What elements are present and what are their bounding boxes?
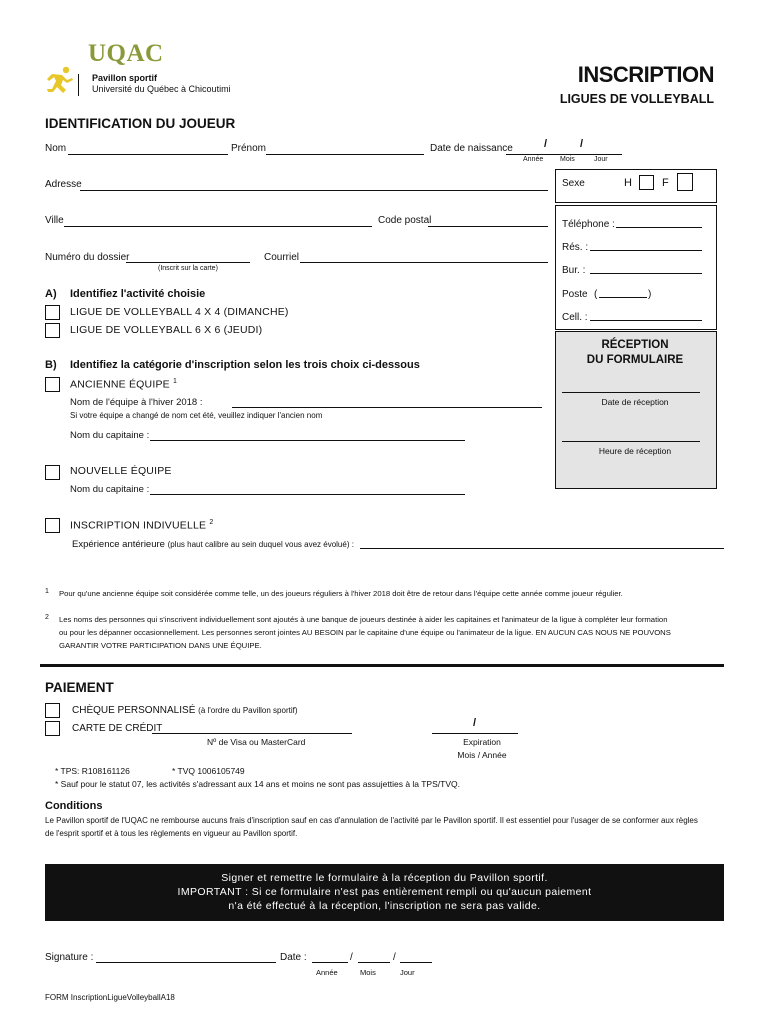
- experience-label: Expérience antérieure (plus haut calibre au sein duquel vous avez évolué) :: [72, 539, 354, 550]
- identification-heading: IDENTIFICATION DU JOUEUR: [45, 116, 236, 131]
- tvq-number: * TVQ 1006105749: [172, 766, 245, 776]
- footnote-2-number: 2: [45, 614, 49, 621]
- form-subtitle: LIGUES DE VOLLEYBALL: [559, 92, 714, 106]
- option-4x4-checkbox[interactable]: [45, 305, 60, 320]
- conditions-line2: de l'esprit sportif et à tous les règlements en vigueur au Pavillon sportif.: [45, 829, 298, 838]
- footnote-1-number: 1: [45, 588, 49, 595]
- poste-label: Poste: [562, 289, 588, 300]
- cell-field[interactable]: [590, 320, 702, 321]
- adresse-field[interactable]: [80, 190, 548, 191]
- sexe-label: Sexe: [562, 178, 585, 189]
- code-postal-label: Code postal: [378, 215, 432, 226]
- sig-mois-label: Mois: [360, 968, 376, 977]
- prenom-label: Prénom: [231, 143, 267, 154]
- date-naissance-label: Date de naissance: [430, 143, 513, 154]
- courriel-field[interactable]: [300, 262, 548, 263]
- sig-date-sep-2: /: [393, 952, 396, 963]
- nom-capitaine2-field[interactable]: [150, 494, 465, 495]
- section-a-heading: Identifiez l'activité choisie: [70, 288, 206, 300]
- visa-label: Nº de Visa ou MasterCard: [207, 737, 306, 747]
- nom-capitaine-field[interactable]: [150, 440, 465, 441]
- form-title: INSCRIPTION: [577, 62, 714, 87]
- tps-number: * TPS: R108161126: [55, 766, 130, 776]
- org-line2: Université du Québec à Chicoutimi: [92, 84, 231, 94]
- nom-label: Nom: [45, 143, 67, 154]
- mois-annee-label: Mois / Année: [457, 750, 507, 760]
- uqac-logo: [40, 38, 231, 98]
- sig-annee-label: Année: [316, 968, 338, 977]
- form-code: FORM InscriptionLigueVolleyballA18: [45, 993, 175, 1002]
- footnote-2-line3: GARANTIR VOTRE PARTICIPATION DANS UNE ÉQUIPE.: [59, 641, 262, 650]
- heure-reception-field[interactable]: [562, 441, 700, 442]
- sexe-h-checkbox[interactable]: [639, 175, 654, 190]
- footnote-2-line2: ou pour les dépanner occasionnellement. Les personnes seront jointes AU BESOIN par le capitaine d'une équipe ou l'animateur de la ligue. EN AUCUN CAS NOUS NE POUVONS: [59, 628, 671, 637]
- individuelle-sup: 2: [209, 519, 214, 526]
- signature-field[interactable]: [96, 962, 276, 963]
- ville-label: Ville: [45, 215, 64, 226]
- expiration-label: Expiration: [463, 737, 501, 747]
- date-jour-label: Jour: [594, 156, 608, 163]
- ancienne-equipe-checkbox[interactable]: [45, 377, 60, 392]
- date-mois-label: Mois: [560, 156, 575, 163]
- date-sep-1: /: [544, 138, 548, 150]
- experience-field[interactable]: [360, 548, 724, 549]
- option-6x6-checkbox[interactable]: [45, 323, 60, 338]
- ancienne-equipe-label: ANCIENNE ÉQUIPE $^1$: [70, 378, 178, 391]
- org-line1: Pavillon sportif: [92, 73, 158, 83]
- footnote-2-line1: Les noms des personnes qui s'inscrivent individuellement sont ajoutés à une banque de joueurs destinée à aider les capitaines et l'animateur de la ligue à compléter leur formation: [59, 615, 668, 624]
- courriel-label: Courriel: [264, 252, 300, 263]
- reception-title-1: RÉCEPTION: [601, 339, 669, 351]
- nom-capitaine2-label: Nom du capitaine :: [70, 484, 150, 495]
- bur-field[interactable]: [590, 273, 702, 274]
- date-reception-field[interactable]: [562, 392, 700, 393]
- tax-note: * Sauf pour le statut 07, les activités s'adressant aux 14 ans et moins ne sont pas assujetties à la TPS/TVQ.: [55, 779, 460, 789]
- reception-title-2: DU FORMULAIRE: [586, 354, 684, 366]
- option-4x4-label: LIGUE DE VOLLEYBALL 4 X 4 (DIMANCHE): [70, 306, 289, 318]
- numero-dossier-label: Numéro du dossier: [45, 252, 130, 263]
- cheque-checkbox[interactable]: [45, 703, 60, 718]
- sig-date-sep-1: /: [350, 952, 353, 963]
- telephone-label: Téléphone :: [562, 219, 615, 230]
- cheque-label: CHÈQUE PERSONNALISÉ (à l'ordre du Pavillon sportif): [72, 705, 298, 716]
- logo-divider: [78, 74, 79, 96]
- date-annee-label: Année: [523, 156, 544, 163]
- inscription-individuelle-checkbox[interactable]: [45, 518, 60, 533]
- sig-date-label: Date :: [280, 952, 307, 963]
- heure-reception-label: Heure de réception: [598, 446, 672, 456]
- cell-label: Cell. :: [562, 312, 588, 323]
- inscription-individuelle-label: INSCRIPTION INDIVUELLE $^2$: [70, 519, 214, 532]
- sexe-h-label: H: [624, 177, 632, 189]
- nom-equipe-label: Nom de l'équipe à l'hiver 2018 :: [70, 397, 203, 408]
- date-sep-2: /: [580, 138, 584, 150]
- nom-field[interactable]: [68, 154, 228, 155]
- section-a-marker: A): [45, 288, 57, 300]
- ville-field[interactable]: [64, 226, 372, 227]
- numero-dossier-field[interactable]: [126, 262, 250, 263]
- nom-capitaine-label: Nom du capitaine :: [70, 430, 150, 441]
- sig-jour-label: Jour: [400, 968, 415, 977]
- section-b-heading: Identifiez la catégorie d'inscription selon les trois choix ci-dessous: [70, 359, 420, 371]
- important-banner: [45, 864, 724, 921]
- nouvelle-equipe-label: NOUVELLE ÉQUIPE: [70, 465, 172, 477]
- section-b-marker: B): [45, 359, 57, 371]
- conditions-line1: Le Pavillon sportif de l'UQAC ne rembourse aucuns frais d'inscription sauf en cas d'annulation de l'activité par le Pavillon sportif. Il est essentiel pour l'usager de se conformer aux règles: [45, 816, 698, 825]
- banner-line1: Signer et remettre le formulaire à la réception du Pavillon sportif.: [221, 872, 548, 884]
- poste-close: ): [648, 289, 652, 300]
- nom-equipe-field[interactable]: [232, 407, 542, 408]
- expiration-sep: /: [473, 717, 477, 729]
- telephone-field[interactable]: [616, 227, 702, 228]
- sig-date-mois-field[interactable]: [358, 962, 390, 963]
- prenom-field[interactable]: [266, 154, 424, 155]
- carte-credit-checkbox[interactable]: [45, 721, 60, 736]
- bur-label: Bur. :: [562, 265, 586, 276]
- signature-label: Signature :: [45, 952, 94, 963]
- footnote-1-text: Pour qu'une ancienne équipe soit considérée comme telle, un des joueurs réguliers à l'hiver 2018 doit être de retour dans l'équipe cette année comme joueur régulier.: [59, 589, 623, 598]
- code-postal-field[interactable]: [428, 226, 548, 227]
- date-reception-label: Date de réception: [601, 397, 669, 407]
- section-divider: [40, 664, 724, 667]
- res-label: Rés. :: [562, 242, 589, 253]
- poste-open: (: [594, 289, 598, 300]
- banner-line2: IMPORTANT : Si ce formulaire n'est pas entièrement rempli ou qu'aucun paiement: [177, 886, 592, 898]
- logo-text: UQAC: [88, 40, 164, 67]
- sig-date-jour-field[interactable]: [400, 962, 432, 963]
- adresse-label: Adresse: [45, 179, 82, 190]
- ancienne-sup: 1: [172, 378, 178, 385]
- changed-note: Si votre équipe a changé de nom cet été, veuillez indiquer l'ancien nom: [70, 411, 323, 420]
- sig-date-annee-field[interactable]: [312, 962, 348, 963]
- inscrit-note: (Inscrit sur la carte): [158, 265, 218, 272]
- nouvelle-equipe-checkbox[interactable]: [45, 465, 60, 480]
- paiement-heading: PAIEMENT: [45, 680, 114, 695]
- banner-line3: n'a été effectué à la réception, l'inscription ne sera pas valide.: [228, 900, 541, 912]
- carte-credit-field[interactable]: [152, 733, 352, 734]
- date-naissance-field[interactable]: [506, 154, 622, 155]
- res-field[interactable]: [590, 250, 702, 251]
- poste-field[interactable]: [599, 297, 647, 298]
- carte-credit-label: CARTE DE CRÉDIT: [72, 723, 163, 734]
- expiration-field[interactable]: [432, 733, 518, 734]
- conditions-heading: Conditions: [45, 800, 103, 812]
- option-6x6-label: LIGUE DE VOLLEYBALL 6 X 6 (JEUDI): [70, 324, 263, 336]
- runner-logo-icon: [42, 66, 78, 96]
- sexe-f-checkbox[interactable]: [677, 173, 693, 191]
- sexe-f-label: F: [662, 177, 669, 189]
